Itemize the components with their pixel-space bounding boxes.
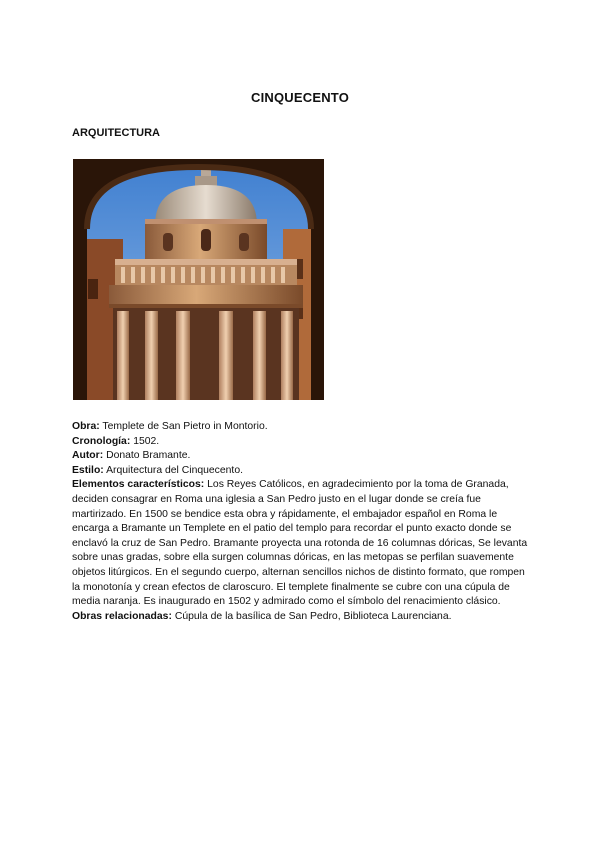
autor-label: Autor:: [72, 450, 104, 462]
page-title: CINQUECENTO: [250, 90, 350, 105]
cronologia-value: 1502.: [133, 435, 160, 447]
templete-photo: [73, 159, 324, 400]
relacionadas-value: Cúpula de la basílica de San Pedro, Biblioteca Laurenciana.: [174, 610, 452, 622]
autor-line: [72, 449, 530, 464]
section-heading: ARQUITECTURA: [72, 127, 160, 139]
obra-label: Obra:: [72, 421, 100, 432]
elementos-label: Elementos característicos:: [72, 479, 205, 491]
obra-value: Templete de San Pietro in Montorio.: [102, 421, 268, 432]
estilo-line: [72, 464, 530, 479]
relacionadas-line: [72, 610, 530, 625]
elementos-paragraph: [72, 478, 530, 609]
estilo-value: Arquitectura del Cinquecento.: [106, 464, 243, 476]
artwork-details: [72, 420, 530, 624]
obra-line: [72, 420, 530, 435]
relacionadas-label: Obras relacionadas:: [72, 610, 172, 622]
autor-value: Donato Bramante.: [106, 450, 191, 462]
cronologia-label: Cronología:: [72, 435, 131, 447]
elementos-value: Los Reyes Católicos, en agradecimiento por la toma de Granada, deciden consagrar en Roma una iglesia a San Pedro justo en el lugar donde se creía fue martirizado. En 1500 se bendice esta obra y rápidamente, el embajador español en Roma le encarga a Bramante un Templete en el patio del templo para recordar el punto exacto donde se enclavó la cruz de San Pedro. Bramante proyecta una rotonda de 16 columnas dóricas, Se levanta sobre unas gradas, sobre ella surgen columnas dóricas, en las metopas se perfilan suavemente objetos litúrgicos. En el segundo cuerpo, alternan sencillos nichos de distinto formato, que rompen la monotonía y crean efectos de claroscuro. El templete finalmente se cubre con una cúpula de media naranja. Es inaugurado en 1502 y admirado como el símbolo del renacimiento clásico.: [72, 479, 528, 608]
estilo-label: Estilo:: [72, 464, 104, 476]
cronologia-line: [72, 435, 530, 450]
